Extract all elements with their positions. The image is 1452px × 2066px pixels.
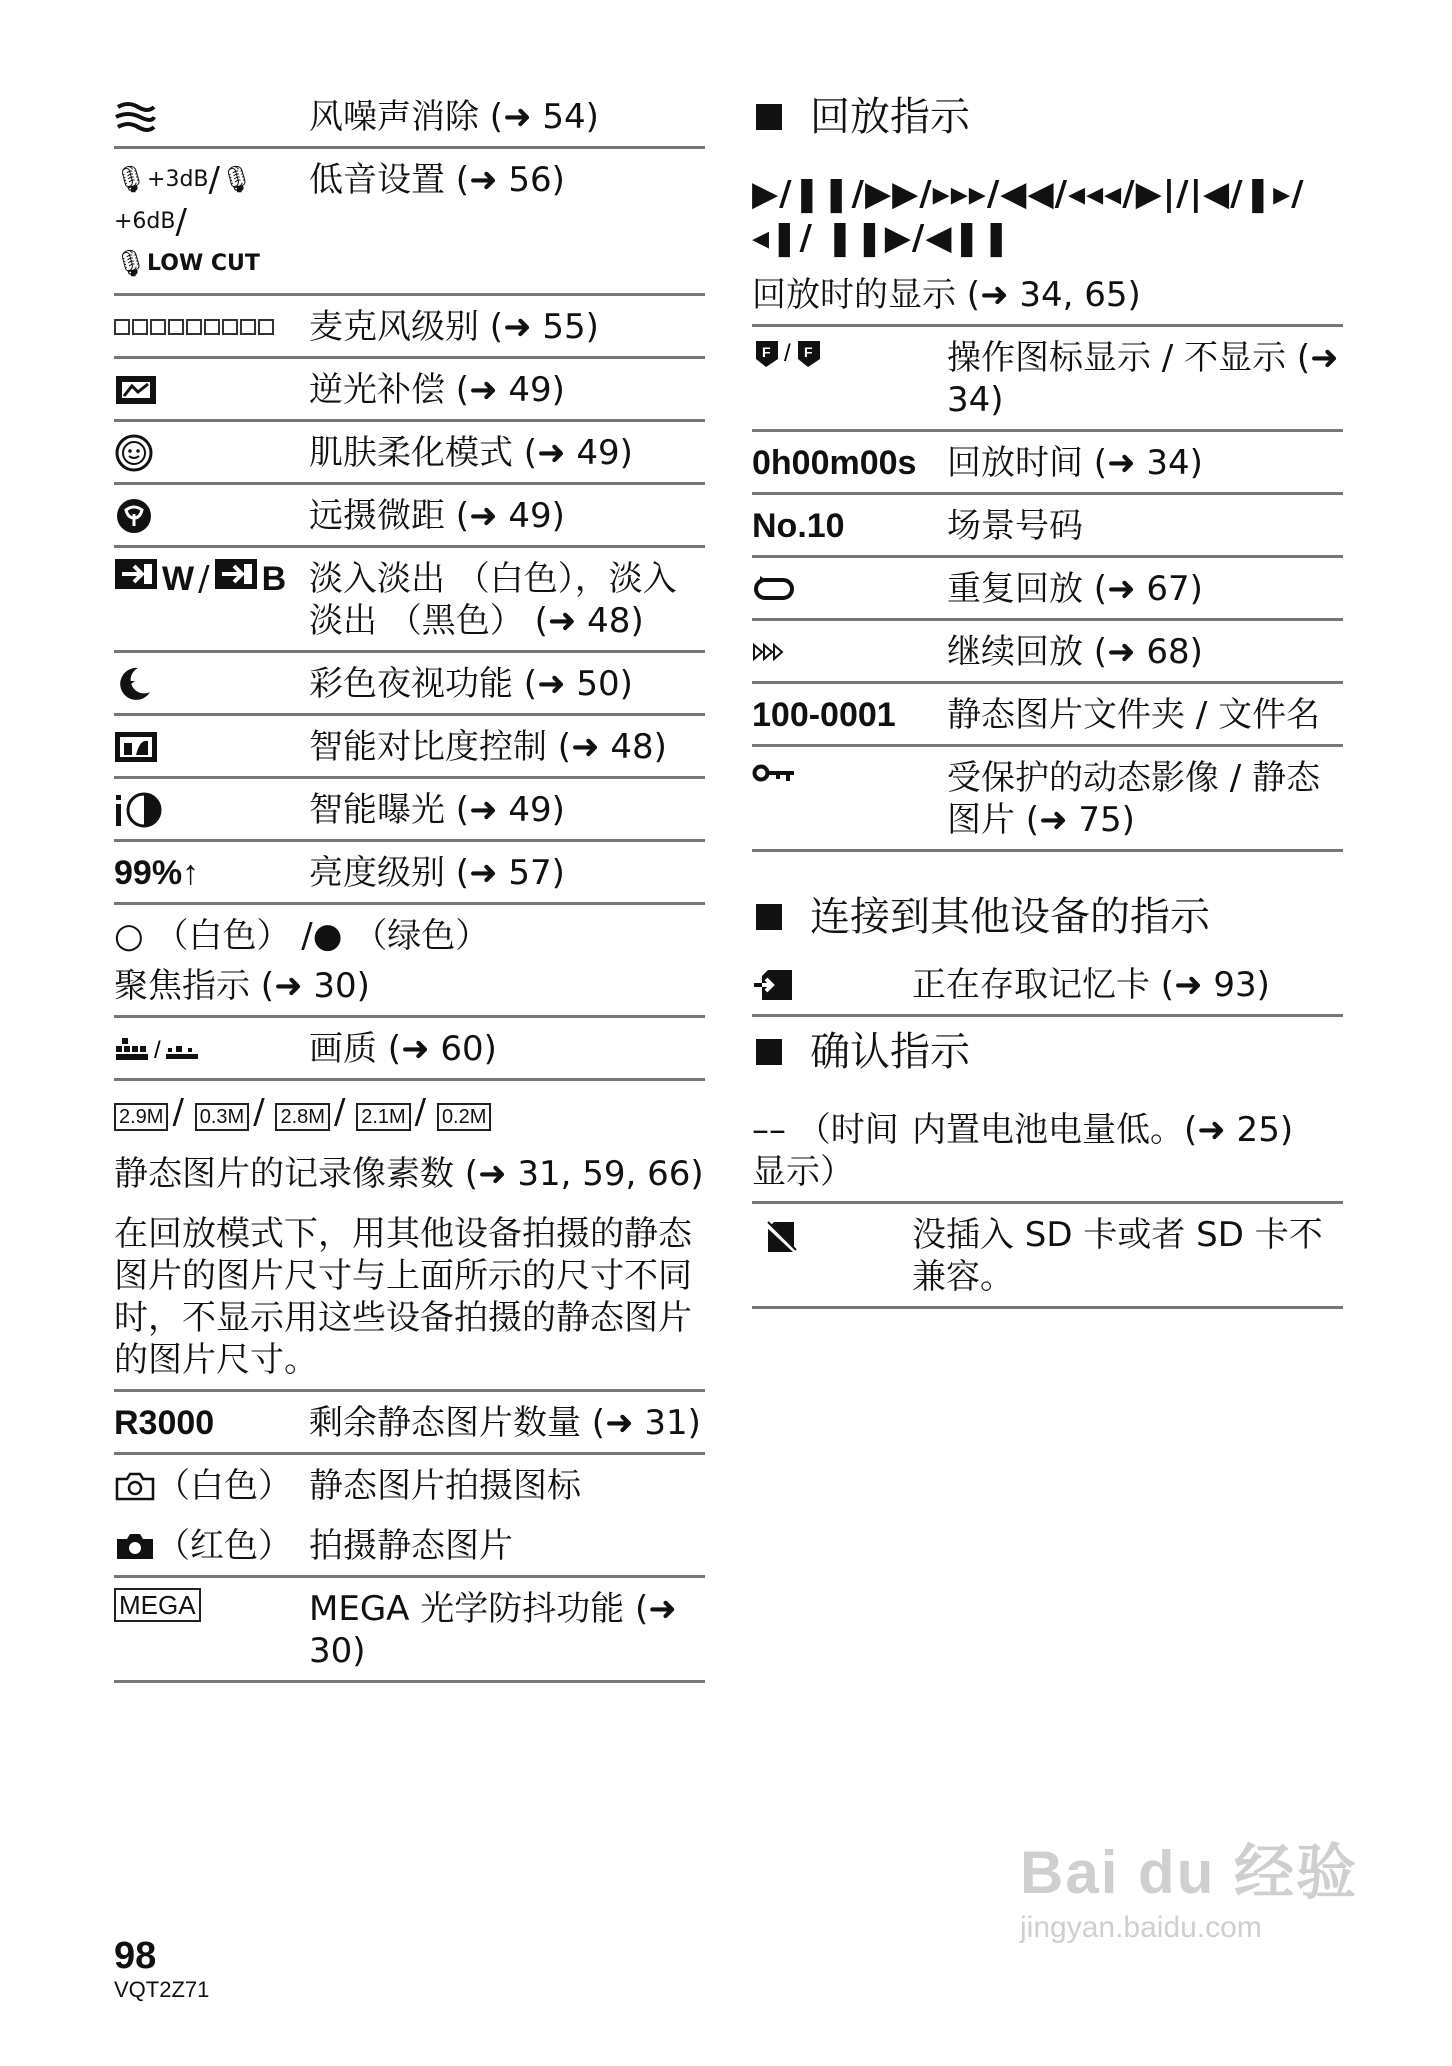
svg-text:/: / — [154, 1037, 161, 1064]
playback-header — [752, 92, 1343, 142]
camera-white-icon-cell — [114, 1465, 309, 1507]
bass-label-lowcut: LOW CUT — [147, 251, 260, 276]
folder-file-text: 静态图片文件夹 / 文件名 — [947, 695, 1321, 735]
mega-badge: MEGA — [114, 1588, 201, 1622]
size-badge-2: 0.3M — [195, 1103, 249, 1131]
tele-macro-row — [114, 485, 705, 548]
mic-level-meter-icon — [114, 306, 309, 348]
focus-label: ○ （白色） /● （绿色） — [114, 916, 490, 956]
exposure-row — [114, 779, 705, 842]
protect-key-icon — [752, 757, 947, 785]
size-note-text: 在回放模式下，用其他设备拍摄的静态图片的图片尺寸与上面所示的尺寸不同时，不显示用这些设备拍摄的静态图片的图片尺寸。 — [114, 1214, 692, 1380]
tele-macro-text: 远摄微距 (➜ 49) — [309, 496, 565, 536]
confirm-header — [752, 1027, 1343, 1077]
mega-text: MEGA 光学防抖功能 (➜ 30) — [309, 1589, 677, 1671]
fade-row — [114, 548, 705, 653]
protect-row — [752, 747, 1343, 852]
size-badge-1: 2.9M — [114, 1103, 168, 1131]
brightness-row — [114, 842, 705, 905]
operation-icon-text: 操作图标显示 / 不显示 (➜ 34) — [947, 338, 1339, 420]
folder-file-label: 100-0001 — [752, 696, 896, 734]
fade-icon: W / B — [114, 558, 309, 642]
operation-icon-row — [752, 327, 1343, 432]
resume-text: 继续回放 (➜ 68) — [947, 632, 1203, 672]
contrast-text: 智能对比度控制 (➜ 48) — [309, 727, 667, 767]
soft-skin-row — [114, 422, 705, 485]
scene-number-label: No.10 — [752, 507, 845, 545]
camera-white-label: （白色） — [156, 1466, 292, 1506]
no-card-text: 没插入 SD 卡或者 SD 卡不兼容。 — [912, 1215, 1323, 1297]
soft-skin-text: 肌肤柔化模式 (➜ 49) — [309, 433, 633, 473]
backlight-row — [114, 359, 705, 422]
note-row — [114, 1203, 705, 1392]
playback-header-text: 回放指示 — [810, 94, 970, 140]
watermark-url: jingyan.baidu.com — [1020, 1911, 1262, 1944]
wind-noise-text: 风噪声消除 (➜ 54) — [309, 97, 599, 137]
camera-filled-icon — [114, 1530, 156, 1562]
brightness-text: 亮度级别 (➜ 57) — [309, 853, 565, 893]
backlight-text: 逆光补偿 (➜ 49) — [309, 370, 565, 410]
battery-row — [752, 1091, 1343, 1204]
baidu-watermark — [1020, 1825, 1358, 1945]
connection-header — [752, 892, 1343, 942]
playback-symbols: ▶/❚❚/▶▶/▸▸▸/◀◀/◂◂◂/▶|/|◀/❚▸/◂❚/ ❚❚▶/◀❚❚ — [752, 174, 1305, 258]
protect-text: 受保护的动态影像 / 静态图片 (➜ 75) — [947, 758, 1321, 840]
size-badge-3: 2.8M — [275, 1103, 329, 1131]
picture-size-badges: 2.9M / 0.3M / 2.8M / 2.1M / 0.2M — [114, 1081, 705, 1139]
playback-display-row — [752, 272, 1343, 327]
size-badge-4: 2.1M — [356, 1103, 410, 1131]
fade-label-b: B — [261, 560, 287, 598]
bass-setting-icon: 🎙 +3dB / 🎙 +6dB / 🎙 LOW CUT — [114, 160, 260, 279]
resume-row — [752, 621, 1343, 684]
wind-noise-icon — [114, 96, 309, 138]
bass-row — [114, 149, 705, 296]
connection-header-text: 连接到其他设备的指示 — [810, 894, 1210, 940]
mega-row — [114, 1578, 705, 1683]
color-night-row — [114, 653, 705, 716]
mic-level-row — [114, 296, 705, 359]
remaining-label: R3000 — [114, 1404, 215, 1442]
camera-white-row — [114, 1455, 705, 1515]
color-night-icon — [114, 663, 309, 705]
contrast-icon — [114, 726, 309, 768]
card-access-text: 正在存取记忆卡 (➜ 93) — [912, 965, 1270, 1005]
svg-text:F: F — [762, 344, 771, 360]
square-bullet-icon — [756, 1039, 782, 1065]
quality-icon — [114, 1028, 309, 1070]
repeat-text: 重复回放 (➜ 67) — [947, 569, 1203, 609]
svg-text:/: / — [784, 340, 791, 367]
bass-label-6db: +6dB — [114, 209, 176, 234]
wind-noise-row — [114, 86, 705, 149]
brightness-label: 99%↑ — [114, 854, 200, 892]
camera-white-text: 静态图片拍摄图标 — [309, 1466, 581, 1506]
resume-icon — [752, 631, 947, 673]
backlight-icon — [114, 369, 309, 411]
tele-macro-icon — [114, 495, 309, 537]
focus-row — [114, 965, 705, 1018]
soft-skin-icon — [114, 432, 309, 474]
card-access-row — [752, 956, 1343, 1017]
page-footer — [114, 1935, 209, 2003]
svg-text:F: F — [804, 344, 813, 360]
camera-red-icon-cell — [114, 1525, 309, 1567]
camera-red-row — [114, 1515, 705, 1578]
page-number: 98 — [114, 1935, 157, 1977]
no-card-row — [752, 1204, 1343, 1309]
playback-display-text: 回放时的显示 (➜ 34, 65) — [752, 275, 1141, 315]
operation-icon-display — [752, 337, 947, 369]
playback-time-label: 0h00m00s — [752, 444, 917, 482]
focus-text: 聚焦指示 (➜ 30) — [114, 966, 370, 1006]
exposure-text: 智能曝光 (➜ 49) — [309, 790, 565, 830]
scene-number-text: 场景号码 — [947, 506, 1083, 546]
folder-file-row — [752, 684, 1343, 747]
bass-label-3db: +3dB — [147, 167, 209, 192]
battery-text: 内置电池电量低。(➜ 25) — [912, 1110, 1294, 1150]
playback-time-text: 回放时间 (➜ 34) — [947, 443, 1203, 483]
remaining-row — [114, 1392, 705, 1455]
contrast-row — [114, 716, 705, 779]
quality-text: 画质 (➜ 60) — [309, 1029, 497, 1069]
remaining-text: 剩余静态图片数量 (➜ 31) — [309, 1403, 701, 1443]
fade-label-w: W — [162, 560, 195, 598]
battery-label: –– （时间显示） — [752, 1110, 899, 1192]
size-badge-5: 0.2M — [437, 1103, 491, 1131]
no-sd-card-icon — [752, 1214, 912, 1254]
fade-text: 淡入淡出 （白色），淡入淡出 （黑色） (➜ 48) — [309, 559, 677, 641]
color-night-text: 彩色夜视功能 (➜ 50) — [309, 664, 633, 704]
repeat-row — [752, 558, 1343, 621]
mega-icon-cell — [114, 1588, 309, 1622]
confirm-header-text: 确认指示 — [810, 1029, 970, 1075]
scene-number-row — [752, 495, 1343, 558]
playback-time-row — [752, 432, 1343, 495]
mic-level-text: 麦克风级别 (➜ 55) — [309, 307, 599, 347]
camera-red-text: 拍摄静态图片 — [309, 1526, 513, 1566]
watermark-logo: Bai du 经验 — [1020, 1839, 1359, 1906]
card-access-icon — [752, 964, 912, 1006]
picture-size-text: 静态图片的记录像素数 (➜ 31, 59, 66) — [114, 1154, 704, 1194]
bass-text: 低音设置 (➜ 56) — [309, 160, 565, 200]
intelligent-exposure-icon — [114, 789, 309, 831]
left-column — [114, 86, 705, 1683]
camera-outline-icon — [114, 1470, 156, 1502]
camera-red-label: （红色） — [156, 1526, 292, 1566]
quality-row — [114, 1018, 705, 1081]
square-bullet-icon — [756, 104, 782, 130]
square-bullet-icon — [756, 904, 782, 930]
right-column — [752, 86, 1343, 1309]
model-code: VQT2Z71 — [114, 1977, 210, 2002]
repeat-icon — [752, 568, 947, 610]
